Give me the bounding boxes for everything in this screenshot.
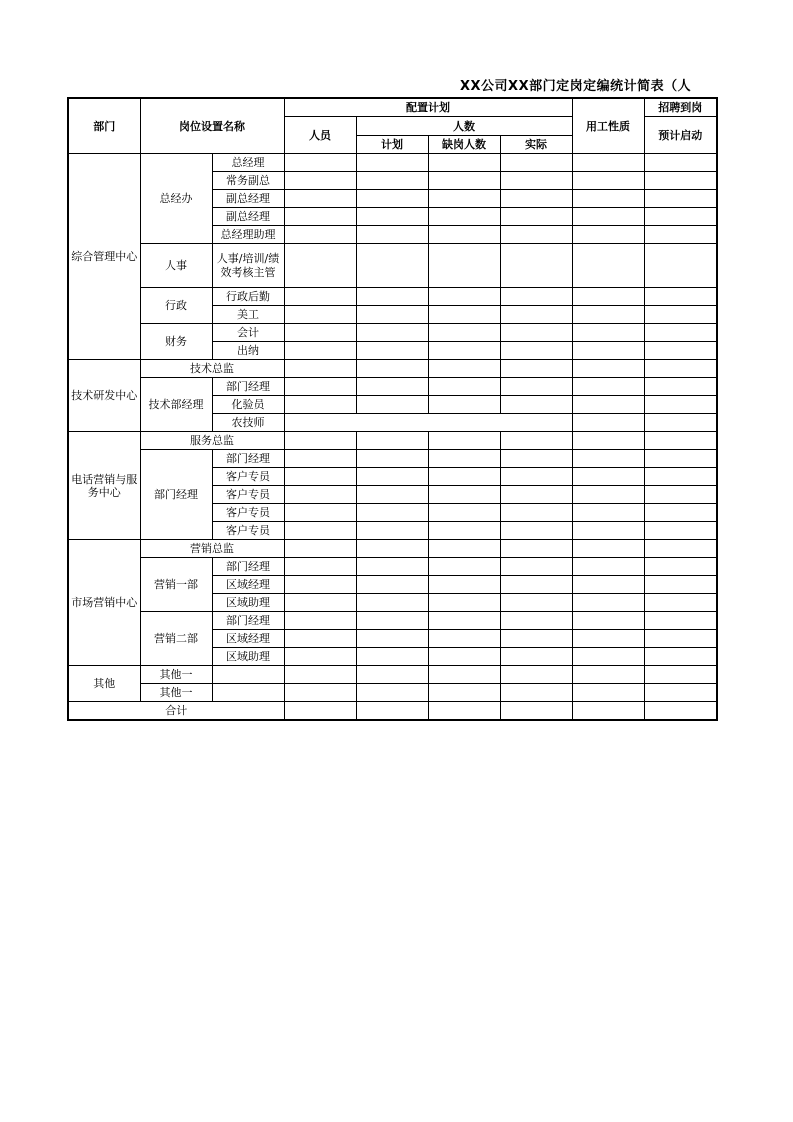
position-cell: 美工 <box>212 306 284 324</box>
data-cell[interactable] <box>500 378 572 396</box>
data-cell[interactable] <box>644 190 717 208</box>
header-position-name: 岗位设置名称 <box>140 98 284 154</box>
position-cell: 部门经理 <box>212 450 284 468</box>
data-cell[interactable] <box>428 666 500 684</box>
data-cell[interactable] <box>284 648 356 666</box>
data-cell[interactable] <box>572 504 644 522</box>
data-cell[interactable] <box>284 450 356 468</box>
data-cell[interactable] <box>356 360 428 378</box>
data-cell[interactable] <box>500 154 572 172</box>
data-cell[interactable] <box>500 612 572 630</box>
data-cell[interactable] <box>284 378 356 396</box>
data-cell[interactable] <box>500 360 572 378</box>
data-cell[interactable] <box>644 666 717 684</box>
data-cell[interactable] <box>428 190 500 208</box>
data-cell[interactable] <box>284 630 356 648</box>
table-row <box>68 612 717 630</box>
data-cell[interactable] <box>644 306 717 324</box>
position-cell: 技术总监 <box>140 360 284 378</box>
data-cell[interactable] <box>644 432 717 450</box>
data-cell[interactable] <box>428 396 500 414</box>
data-cell[interactable] <box>572 172 644 190</box>
data-cell[interactable] <box>428 612 500 630</box>
position-cell: 副总经理 <box>212 190 284 208</box>
position-cell: 总经理 <box>212 154 284 172</box>
data-cell[interactable] <box>500 684 572 702</box>
data-cell[interactable] <box>284 190 356 208</box>
data-cell[interactable] <box>356 684 428 702</box>
data-cell[interactable] <box>500 208 572 226</box>
data-cell[interactable] <box>356 540 428 558</box>
data-cell[interactable] <box>644 702 717 721</box>
group-cell: 财务 <box>140 324 212 360</box>
position-cell: 客户专员 <box>212 486 284 504</box>
data-cell[interactable] <box>644 342 717 360</box>
data-cell[interactable] <box>284 486 356 504</box>
data-cell[interactable] <box>428 306 500 324</box>
data-cell[interactable] <box>356 154 428 172</box>
table-row <box>68 666 717 684</box>
group-cell: 营销一部 <box>140 558 212 612</box>
data-cell[interactable] <box>428 226 500 244</box>
data-cell[interactable] <box>356 612 428 630</box>
position-cell: 客户专员 <box>212 522 284 540</box>
data-cell[interactable] <box>428 244 500 288</box>
data-cell[interactable] <box>356 594 428 612</box>
data-cell[interactable] <box>284 396 356 414</box>
dept-cell: 电话营销与服务中心 <box>68 432 140 540</box>
data-cell[interactable] <box>500 226 572 244</box>
data-cell[interactable] <box>572 244 644 288</box>
data-cell[interactable] <box>644 684 717 702</box>
data-cell[interactable] <box>500 522 572 540</box>
header-personnel: 人员 <box>284 117 356 154</box>
data-cell[interactable] <box>356 288 428 306</box>
data-cell[interactable] <box>428 208 500 226</box>
data-cell[interactable] <box>572 324 644 342</box>
data-cell[interactable] <box>644 468 717 486</box>
table-row <box>68 540 717 558</box>
position-cell: 区域助理 <box>212 648 284 666</box>
data-cell[interactable] <box>356 396 428 414</box>
data-cell[interactable] <box>356 208 428 226</box>
data-cell[interactable] <box>500 594 572 612</box>
data-cell[interactable] <box>572 342 644 360</box>
data-cell[interactable] <box>644 414 717 432</box>
position-cell: 客户专员 <box>212 504 284 522</box>
header-headcount: 人数 <box>356 117 572 136</box>
data-cell[interactable] <box>500 648 572 666</box>
data-cell[interactable] <box>500 172 572 190</box>
data-cell[interactable] <box>284 324 356 342</box>
header-row-1 <box>68 98 717 117</box>
group-cell: 总经办 <box>140 154 212 244</box>
data-cell[interactable] <box>572 684 644 702</box>
data-cell[interactable] <box>644 172 717 190</box>
data-cell[interactable] <box>284 702 356 721</box>
data-cell[interactable] <box>356 450 428 468</box>
data-cell[interactable] <box>572 378 644 396</box>
data-cell[interactable] <box>572 486 644 504</box>
data-cell[interactable] <box>428 684 500 702</box>
position-cell: 客户专员 <box>212 468 284 486</box>
data-cell[interactable] <box>428 360 500 378</box>
data-cell[interactable] <box>428 342 500 360</box>
data-cell[interactable] <box>644 154 717 172</box>
data-cell[interactable] <box>284 154 356 172</box>
table-row <box>68 558 717 576</box>
data-cell[interactable] <box>284 360 356 378</box>
position-cell: 副总经理 <box>212 208 284 226</box>
table-row <box>68 288 717 306</box>
position-cell: 行政后勤 <box>212 288 284 306</box>
data-cell[interactable] <box>500 306 572 324</box>
position-cell: 部门经理 <box>212 558 284 576</box>
data-cell[interactable] <box>644 244 717 288</box>
dept-cell: 其他 <box>68 666 140 702</box>
data-cell[interactable] <box>356 172 428 190</box>
position-cell: 服务总监 <box>140 432 284 450</box>
data-cell[interactable] <box>428 504 500 522</box>
data-cell[interactable] <box>572 396 644 414</box>
data-cell[interactable] <box>356 342 428 360</box>
data-cell[interactable] <box>572 594 644 612</box>
table-row <box>68 154 717 172</box>
position-cell: 区域助理 <box>212 594 284 612</box>
data-cell[interactable] <box>644 208 717 226</box>
header-recruit-onboard: 招聘到岗 <box>644 98 717 117</box>
data-cell[interactable] <box>428 594 500 612</box>
data-cell[interactable] <box>284 612 356 630</box>
data-cell[interactable] <box>644 360 717 378</box>
data-cell[interactable] <box>644 226 717 244</box>
data-cell[interactable] <box>644 378 717 396</box>
data-cell[interactable] <box>356 468 428 486</box>
data-cell[interactable] <box>428 702 500 721</box>
data-cell[interactable] <box>212 666 284 684</box>
data-cell[interactable] <box>428 630 500 648</box>
data-cell[interactable] <box>500 576 572 594</box>
data-cell[interactable] <box>644 396 717 414</box>
data-cell[interactable] <box>284 576 356 594</box>
data-cell[interactable] <box>644 540 717 558</box>
header-config-plan: 配置计划 <box>284 98 572 117</box>
data-cell[interactable] <box>356 378 428 396</box>
data-cell[interactable] <box>644 576 717 594</box>
data-cell[interactable] <box>356 244 428 288</box>
data-cell[interactable] <box>284 306 356 324</box>
data-cell[interactable] <box>356 630 428 648</box>
data-cell[interactable] <box>356 226 428 244</box>
data-cell[interactable] <box>428 648 500 666</box>
data-cell[interactable] <box>644 648 717 666</box>
total-row <box>68 702 717 721</box>
data-cell[interactable] <box>644 504 717 522</box>
group-cell: 人事 <box>140 244 212 288</box>
dept-cell: 市场营销中心 <box>68 540 140 666</box>
header-vacancy: 缺岗人数 <box>428 136 500 154</box>
data-cell[interactable] <box>428 450 500 468</box>
data-cell[interactable] <box>572 468 644 486</box>
data-cell[interactable] <box>500 504 572 522</box>
data-cell[interactable] <box>428 288 500 306</box>
data-cell[interactable] <box>284 522 356 540</box>
data-cell[interactable] <box>572 666 644 684</box>
header-employment-type: 用工性质 <box>572 98 644 154</box>
table-row <box>68 432 717 450</box>
data-cell[interactable] <box>356 522 428 540</box>
data-cell[interactable] <box>572 432 644 450</box>
position-cell: 营销总监 <box>140 540 284 558</box>
data-cell[interactable] <box>500 432 572 450</box>
data-cell[interactable] <box>572 576 644 594</box>
data-cell[interactable] <box>572 702 644 721</box>
data-cell[interactable] <box>572 190 644 208</box>
data-cell[interactable] <box>284 244 356 288</box>
data-cell[interactable] <box>428 540 500 558</box>
data-cell[interactable] <box>356 504 428 522</box>
data-cell[interactable] <box>500 666 572 684</box>
data-cell[interactable] <box>284 666 356 684</box>
data-cell[interactable] <box>284 540 356 558</box>
data-cell[interactable] <box>644 288 717 306</box>
data-cell[interactable] <box>572 288 644 306</box>
data-cell[interactable] <box>572 558 644 576</box>
data-cell[interactable] <box>500 468 572 486</box>
data-cell[interactable] <box>356 666 428 684</box>
group-cell: 营销二部 <box>140 612 212 666</box>
data-cell[interactable] <box>644 450 717 468</box>
data-cell[interactable] <box>356 306 428 324</box>
data-cell[interactable] <box>356 558 428 576</box>
data-cell[interactable] <box>644 522 717 540</box>
data-cell[interactable] <box>428 172 500 190</box>
header-expected-start: 预计启动 <box>644 117 717 154</box>
data-cell[interactable] <box>356 486 428 504</box>
header-plan: 计划 <box>356 136 428 154</box>
data-cell[interactable] <box>500 244 572 288</box>
data-cell[interactable] <box>572 540 644 558</box>
sheet-title: XX公司XX部门定岗定编统计简表（人 <box>460 79 692 94</box>
dept-cell: 综合管理中心 <box>68 154 140 360</box>
data-cell[interactable] <box>356 324 428 342</box>
data-cell[interactable] <box>500 702 572 721</box>
data-cell[interactable] <box>500 190 572 208</box>
data-cell[interactable] <box>644 324 717 342</box>
data-cell[interactable] <box>644 486 717 504</box>
data-cell[interactable] <box>428 558 500 576</box>
total-label: 合计 <box>68 702 284 721</box>
position-cell: 部门经理 <box>212 612 284 630</box>
data-cell[interactable] <box>428 324 500 342</box>
data-cell[interactable] <box>500 558 572 576</box>
staffing-table <box>67 97 718 721</box>
data-cell[interactable] <box>500 486 572 504</box>
position-cell: 出纳 <box>212 342 284 360</box>
data-cell[interactable] <box>428 154 500 172</box>
data-cell[interactable] <box>644 612 717 630</box>
data-cell[interactable] <box>500 630 572 648</box>
data-cell[interactable] <box>572 612 644 630</box>
data-cell[interactable] <box>428 378 500 396</box>
position-cell: 农技师 <box>212 414 284 432</box>
position-cell: 常务副总 <box>212 172 284 190</box>
data-cell[interactable] <box>572 414 644 432</box>
data-cell[interactable] <box>284 226 356 244</box>
data-cell[interactable] <box>500 450 572 468</box>
data-cell[interactable] <box>284 468 356 486</box>
data-cell[interactable] <box>428 576 500 594</box>
data-cell[interactable] <box>428 468 500 486</box>
data-cell[interactable] <box>572 208 644 226</box>
position-cell: 区域经理 <box>212 576 284 594</box>
position-cell: 区域经理 <box>212 630 284 648</box>
data-cell[interactable] <box>284 172 356 190</box>
data-cell[interactable] <box>356 702 428 721</box>
data-cell[interactable] <box>500 540 572 558</box>
data-cell[interactable] <box>572 226 644 244</box>
data-cell[interactable] <box>284 432 356 450</box>
data-cell[interactable] <box>428 522 500 540</box>
data-cell[interactable] <box>572 648 644 666</box>
data-cell[interactable] <box>284 684 356 702</box>
data-cell[interactable] <box>284 208 356 226</box>
data-cell[interactable] <box>500 342 572 360</box>
group-cell: 行政 <box>140 288 212 324</box>
data-cell[interactable] <box>572 306 644 324</box>
data-cell[interactable] <box>572 630 644 648</box>
data-cell[interactable] <box>284 414 572 432</box>
data-cell[interactable] <box>644 630 717 648</box>
data-cell[interactable] <box>284 288 356 306</box>
data-cell[interactable] <box>356 576 428 594</box>
data-cell[interactable] <box>644 594 717 612</box>
table-row <box>68 378 717 396</box>
data-cell[interactable] <box>356 648 428 666</box>
data-cell[interactable] <box>572 154 644 172</box>
data-cell[interactable] <box>500 288 572 306</box>
data-cell[interactable] <box>428 486 500 504</box>
data-cell[interactable] <box>572 360 644 378</box>
position-cell: 总经理助理 <box>212 226 284 244</box>
header-dept: 部门 <box>68 98 140 154</box>
data-cell[interactable] <box>284 504 356 522</box>
group-cell: 技术部经理 <box>140 378 212 432</box>
position-cell: 会计 <box>212 324 284 342</box>
data-cell[interactable] <box>284 342 356 360</box>
group-cell: 部门经理 <box>140 450 212 540</box>
table-row <box>68 324 717 342</box>
data-cell[interactable] <box>572 522 644 540</box>
data-cell[interactable] <box>212 684 284 702</box>
data-cell[interactable] <box>500 324 572 342</box>
data-cell[interactable] <box>644 558 717 576</box>
data-cell[interactable] <box>572 450 644 468</box>
data-cell[interactable] <box>428 432 500 450</box>
data-cell[interactable] <box>356 432 428 450</box>
table-row <box>68 360 717 378</box>
data-cell[interactable] <box>500 396 572 414</box>
position-cell: 人事/培训/绩效考核主管 <box>212 244 284 288</box>
position-cell: 其他一 <box>140 666 212 684</box>
data-cell[interactable] <box>356 190 428 208</box>
dept-cell: 技术研发中心 <box>68 360 140 432</box>
position-cell: 部门经理 <box>212 378 284 396</box>
header-actual: 实际 <box>500 136 572 154</box>
table-row <box>68 684 717 702</box>
data-cell[interactable] <box>284 594 356 612</box>
position-cell: 化验员 <box>212 396 284 414</box>
table-row <box>68 244 717 288</box>
table-row <box>68 450 717 468</box>
data-cell[interactable] <box>284 558 356 576</box>
position-cell: 其他一 <box>140 684 212 702</box>
